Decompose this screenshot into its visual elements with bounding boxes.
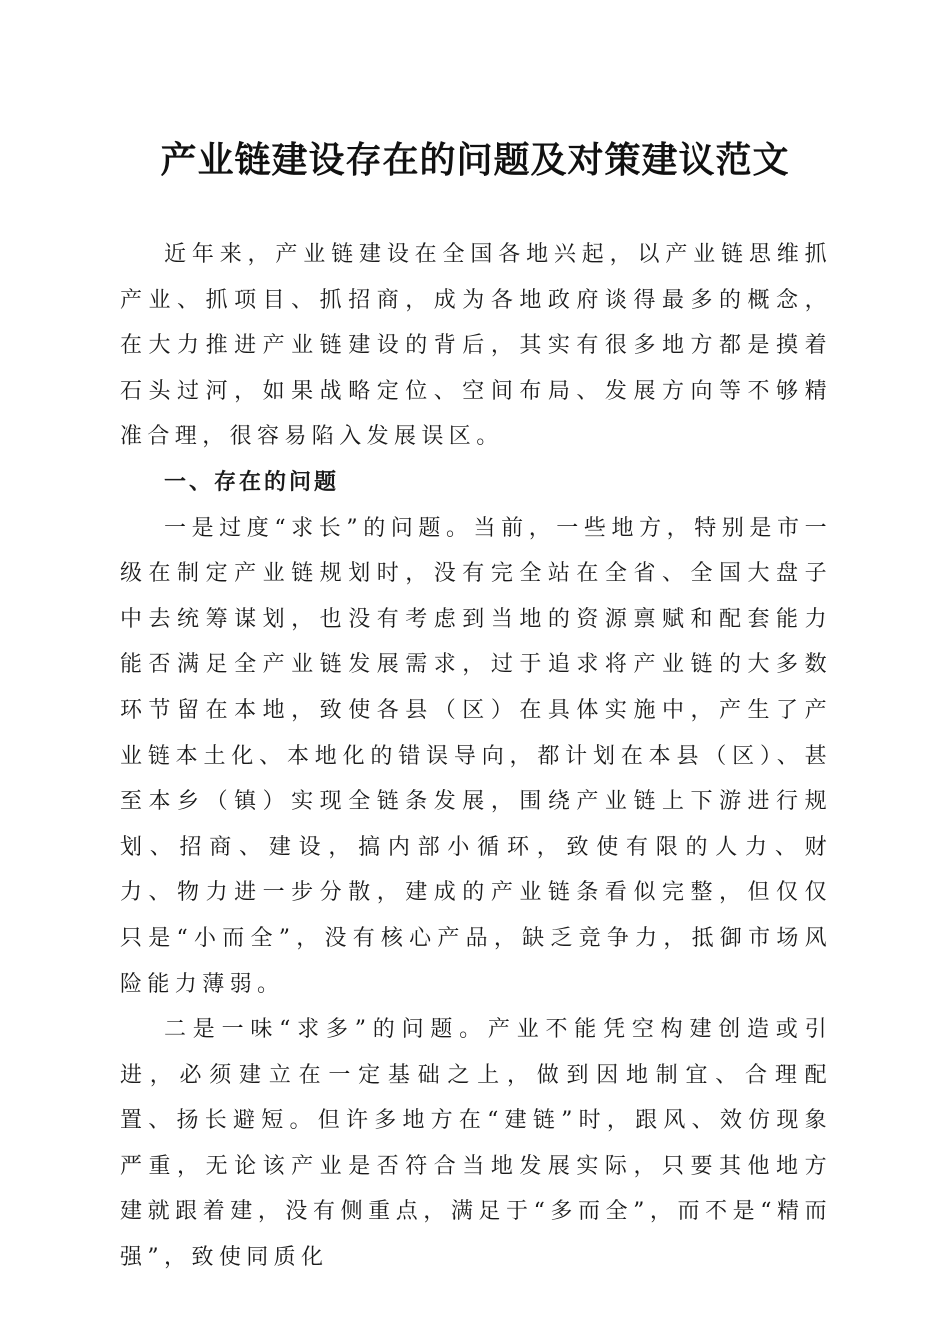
- problem-paragraph-1: 一是过度“求长”的问题。当前，一些地方，特别是市一级在制定产业链规划时，没有完全站在全省、全国大盘子中去统筹谋划，也没有考虑到当地的资源禀赋和配套能力能否满足全产业链发展需求，过于追求将产业链的大多数环节留在本地，致使各县（区）在具体实施中，产生了产业链本土化、本地化的错误导向，都计划在本县（区）、甚至本乡（镇）实现全链条发展，围绕产业链上下游进行规划、招商、建设，搞内部小循环，致使有限的人力、财力、物力进一步分散，建成的产业链条看似完整，但仅仅只是“小而全”，没有核心产品，缺乏竞争力，抵御市场风险能力薄弱。: [120, 515, 832, 997]
- document-title: 产业链建设存在的问题及对策建议范文: [160, 139, 790, 181]
- section-heading-problems: 一、存在的问题: [164, 469, 340, 495]
- document-body: [120, 232, 832, 1281]
- problem-paragraph-2: 二是一味“求多”的问题。产业不能凭空构建创造或引进，必须建立在一定基础之上，做到因地制宜、合理配置、扬长避短。但许多地方在“建链”时，跟风、效仿现象严重，无论该产业是否符合当地发展实际，只要其他地方建就跟着建，没有侧重点，满足于“多而全”，而不是“精而强”，致使同质化: [120, 1017, 832, 1271]
- intro-paragraph: 近年来，产业链建设在全国各地兴起，以产业链思维抓产业、抓项目、抓招商，成为各地政府谈得最多的概念，在大力推进产业链建设的背后，其实有很多地方都是摸着石头过河，如果战略定位、空间布局、发展方向等不够精准合理，很容易陷入发展误区。: [120, 242, 832, 450]
